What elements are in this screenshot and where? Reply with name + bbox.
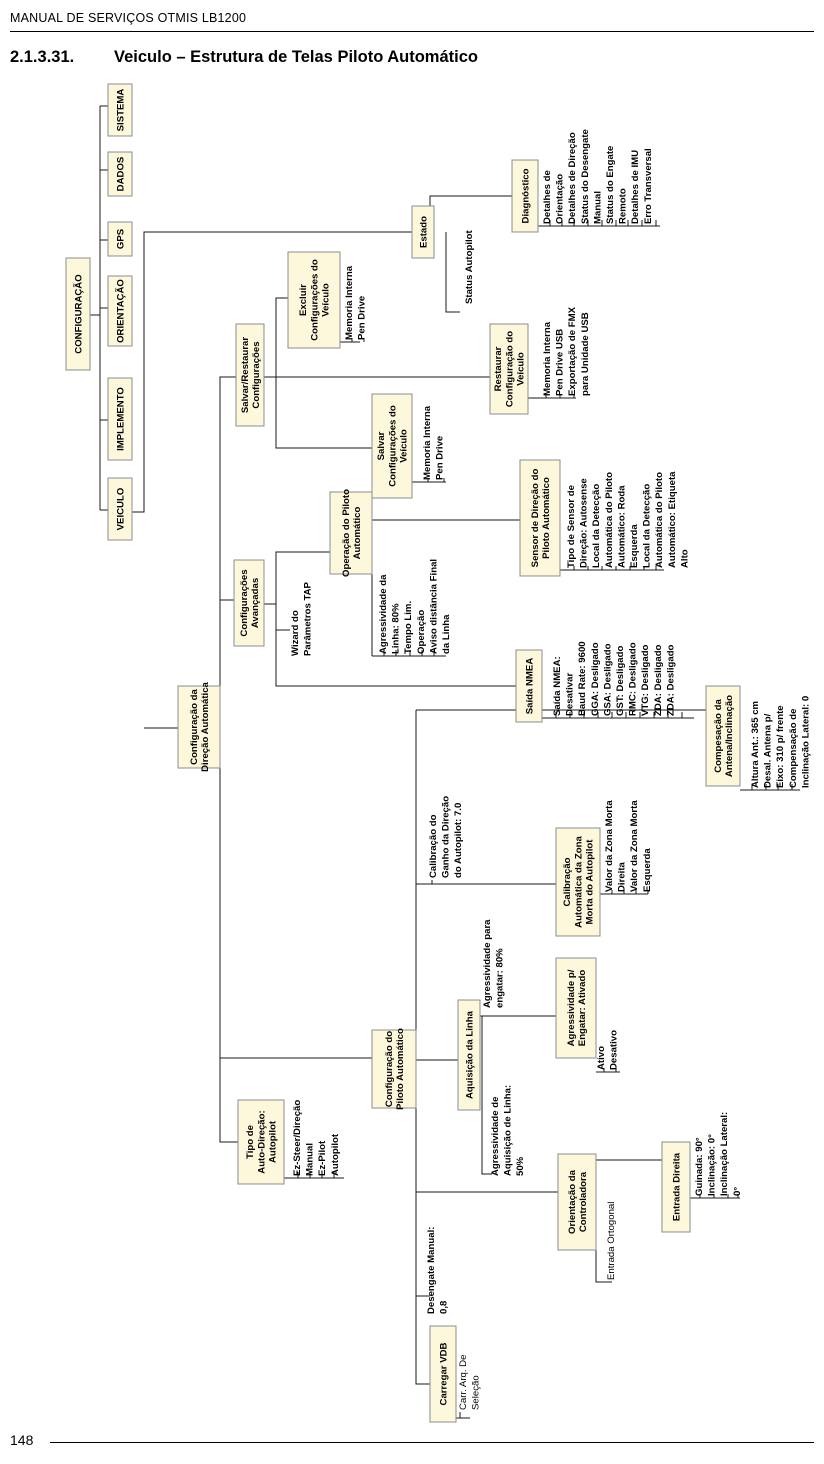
agress-engatar-80-text: engatar: 80% — [494, 948, 506, 1008]
zona-items-text: Valor da Zona Morta — [604, 800, 615, 892]
nmea-items-text: GST: Desligado — [615, 645, 626, 716]
salvar-restaurar-label: Salvar/Restaurar — [239, 336, 251, 414]
entrada-items-text: Inclinação Lateral: — [719, 1111, 731, 1196]
restaurar-items-text: para Unidade USB — [579, 312, 591, 396]
diag-items-text: Manual — [592, 190, 604, 224]
operacao-items-text: Linha: 80% — [390, 603, 402, 654]
wizard-text: Wizard do — [290, 610, 301, 656]
status-autopilot-text: Status Autopilot — [464, 230, 475, 304]
tipo-items-text: Ez-Steer/Direção — [292, 1099, 303, 1176]
operacao-piloto-label: Automático — [352, 506, 363, 560]
zona-items-text: Valor da Zona Morta — [629, 800, 641, 892]
salvar-label: Configurações do — [387, 405, 399, 487]
nmea-items-text: VTG: Desligado — [640, 644, 652, 716]
compensacao-label: Compesação da — [712, 699, 724, 773]
config-piloto-label: Piloto Automático — [395, 1028, 406, 1110]
comp-items-text: Compensação de — [787, 708, 799, 788]
carr-arq-text: Carr. Arq. De — [458, 1354, 469, 1410]
diag-items-text: Detalhes de IMU — [630, 149, 642, 224]
calib-ganho-text: Calibração do — [428, 814, 439, 878]
ativo-desativo-text: Desativo — [608, 1030, 620, 1070]
diag-items-text: Erro Transversal — [642, 148, 654, 224]
restaurar-label: Configuração do — [504, 330, 516, 408]
entrada-ortogonal-text: Entrada Ortogonal — [606, 1201, 617, 1280]
excluir-label: Veículo — [320, 283, 332, 317]
operacao-piloto-label: Operação do Piloto — [340, 489, 352, 577]
sensor-items-text: Automática do Piloto — [654, 472, 666, 568]
tipo-auto-direcao-label: Tipo de — [245, 1125, 257, 1159]
operacao-items-text: Operação — [415, 609, 427, 654]
restaurar-items-text: Memoria Interna — [542, 321, 553, 396]
sensor-items-text: Local da Detecção — [641, 483, 653, 568]
calibracao-zona-label: Calibração — [562, 857, 574, 907]
tipo-items-text: Manual — [304, 1142, 316, 1176]
entrada-items-text: Inclinação: 0° — [706, 1134, 718, 1196]
carr-arq-text: Seleção — [470, 1375, 482, 1410]
implemento-label: IMPLEMENTO — [115, 387, 127, 451]
nmea-items-text: RMC: Desligado — [627, 642, 639, 716]
operacao-items-text: Agressividade da — [378, 574, 389, 654]
diagnostico-label: Diagnóstico — [520, 168, 532, 224]
diag-items-text: Status do Engate — [605, 145, 616, 224]
restaurar-label: Restaurar — [493, 346, 505, 392]
comp-items-text: Desal. Antena p/ — [762, 713, 774, 788]
agress-aquisicao-text: 50% — [515, 1156, 527, 1176]
carregar-vdb-label: Carregar VDB — [438, 1342, 450, 1406]
config-direcao-label: Direção Automática — [200, 682, 211, 772]
document-header: MANUAL DE SERVIÇOS OTMIS LB1200 — [10, 11, 247, 25]
footer-rule — [50, 1442, 814, 1443]
compensacao-label: Antena/Inclinação — [724, 694, 735, 778]
zona-items-text: Esquerda — [641, 848, 653, 892]
sensor-items-text: Automático: Etiqueta — [666, 471, 678, 568]
agress-aquisicao-text: Aquisição de Linha: — [502, 1084, 514, 1176]
wizard-text: Parâmetros TAP — [302, 582, 314, 656]
orientacao-controladora-label: Orientação da — [566, 1170, 578, 1234]
sensor-items-text: Automático: Roda — [616, 485, 628, 568]
comp-items-text: Eixo: 310 p/ frente — [775, 705, 787, 788]
calibracao-zona-label: Morta do Autopilot — [584, 839, 596, 925]
diag-items-text: Detalhes de Direção — [567, 132, 579, 224]
tipo-items-text: Ez-Pilot — [317, 1140, 329, 1176]
restaurar-items-text: Pen Drive USB — [554, 328, 566, 396]
nmea-items-text: GSA: Desligado — [602, 643, 614, 716]
agress-aquisicao-text: Agressividade de — [490, 1096, 501, 1176]
agress-engatar-80-text: Agressividade para — [482, 919, 493, 1008]
nmea-items-text: Baud Rate: 9600 — [577, 641, 589, 716]
excluir-items-text: Memoria Interna — [344, 265, 355, 340]
operacao-items-text: da Linha — [441, 614, 452, 654]
salvar-items-text: Pen Drive — [434, 435, 446, 480]
agressividade-engatar-label: Agressividade p/ — [565, 969, 577, 1047]
entrada-items-text: Guinada: 90° — [694, 1137, 705, 1196]
config-piloto-label: Configuração do — [383, 1030, 395, 1108]
sistema-label: SISTEMA — [115, 88, 127, 132]
orientacao-controladora-label: Controladora — [578, 1171, 589, 1233]
nmea-items-text: GGA: Desligado — [589, 642, 601, 716]
config-avancadas-label: Avançadas — [250, 577, 261, 629]
salvar-label: Veículo — [398, 429, 410, 463]
sensor-items-text: Automática do Piloto — [603, 472, 615, 568]
nmea-items-text: ZDA: Desligado — [652, 644, 664, 716]
page-number: 148 — [10, 1432, 34, 1448]
comp-items-text: Altura Ant.: 365 cm — [750, 700, 761, 788]
config-avancadas-label: Configurações — [238, 569, 250, 637]
orientacao-label: ORIENTAÇÃO — [115, 279, 127, 343]
sensor-items-text: Direção: Autosense — [578, 478, 590, 568]
excluir-label: Configurações do — [309, 259, 321, 341]
menu-boxes — [66, 84, 740, 1422]
sensor-direcao-label: Piloto Automático — [541, 477, 552, 559]
entrada-items-text: 0° — [731, 1186, 743, 1196]
dados-label: DADOS — [115, 156, 127, 192]
operacao-items-text: Tempo Lim. — [403, 600, 415, 654]
diag-items-text: Detalhes de — [542, 170, 553, 224]
sensor-items-text: Local da Detecção — [591, 483, 603, 568]
comp-items-text: Inclinação Lateral: 0 — [800, 695, 812, 788]
section-number: 2.1.3.31. — [10, 48, 75, 66]
salvar-label: Salvar — [376, 431, 388, 461]
agressividade-engatar-label: Engatar: Ativado — [577, 969, 588, 1047]
nmea-items-text: Saída NMEA: — [552, 656, 563, 716]
restaurar-items-text: Exportação de FMX — [567, 306, 579, 396]
ativo-desativo-text: Ativo — [596, 1046, 607, 1070]
excluir-items-text: Pen Drive — [356, 295, 368, 340]
tipo-items-text: Autopilot — [329, 1133, 341, 1176]
tipo-auto-direcao-label: Autopilot — [267, 1120, 279, 1164]
veiculo-label: VEICULO — [115, 487, 127, 531]
saida-nmea-label: Saída NMEA — [524, 657, 536, 715]
config-direcao-label: Configuração da — [188, 689, 200, 765]
nmea-items-text: ZDA: Desligado — [665, 644, 677, 716]
sensor-items-text: Alto — [679, 549, 691, 568]
excluir-label: Excluir — [298, 284, 310, 316]
salvar-items-text: Memoria Interna — [422, 405, 433, 480]
section-title: Veiculo – Estrutura de Telas Piloto Automático — [114, 48, 478, 66]
configuracao-label: CONFIGURAÇÃO — [73, 274, 85, 354]
gps-label: GPS — [115, 228, 127, 250]
diag-items-text: Orientação — [554, 173, 566, 224]
diag-items-text: Status do Desengate — [579, 129, 591, 224]
salvar-restaurar-label: Configurações — [251, 341, 262, 409]
aquisicao-linha-label: Aquisição da Linha — [464, 1011, 476, 1099]
calibracao-zona-label: Automática da Zona — [573, 836, 585, 928]
calib-ganho-text: do Autopilot: 7.0 — [453, 802, 465, 878]
desengate-text: 0,8 — [438, 1300, 450, 1314]
diag-items-text: Remoto — [617, 188, 629, 224]
sensor-items-text: Esquerda — [629, 524, 640, 568]
operacao-items-text: Aviso distância Final — [428, 558, 440, 654]
sensor-direcao-label: Sensor de Direção do — [529, 468, 541, 568]
sensor-items-text: Tipo de Sensor de — [566, 485, 577, 568]
calib-ganho-text: Ganho da Direção — [440, 795, 452, 878]
tipo-auto-direcao-label: Auto-Direção: — [256, 1110, 268, 1174]
nmea-items-text: Desativar — [564, 672, 576, 716]
entrada-direita-label: Entrada Direita — [671, 1152, 683, 1222]
estado-label: Estado — [418, 216, 430, 248]
zona-items-text: Direita — [616, 862, 628, 892]
desengate-text: Desengate Manual: — [426, 1226, 437, 1314]
restaurar-label: Veículo — [515, 352, 527, 386]
